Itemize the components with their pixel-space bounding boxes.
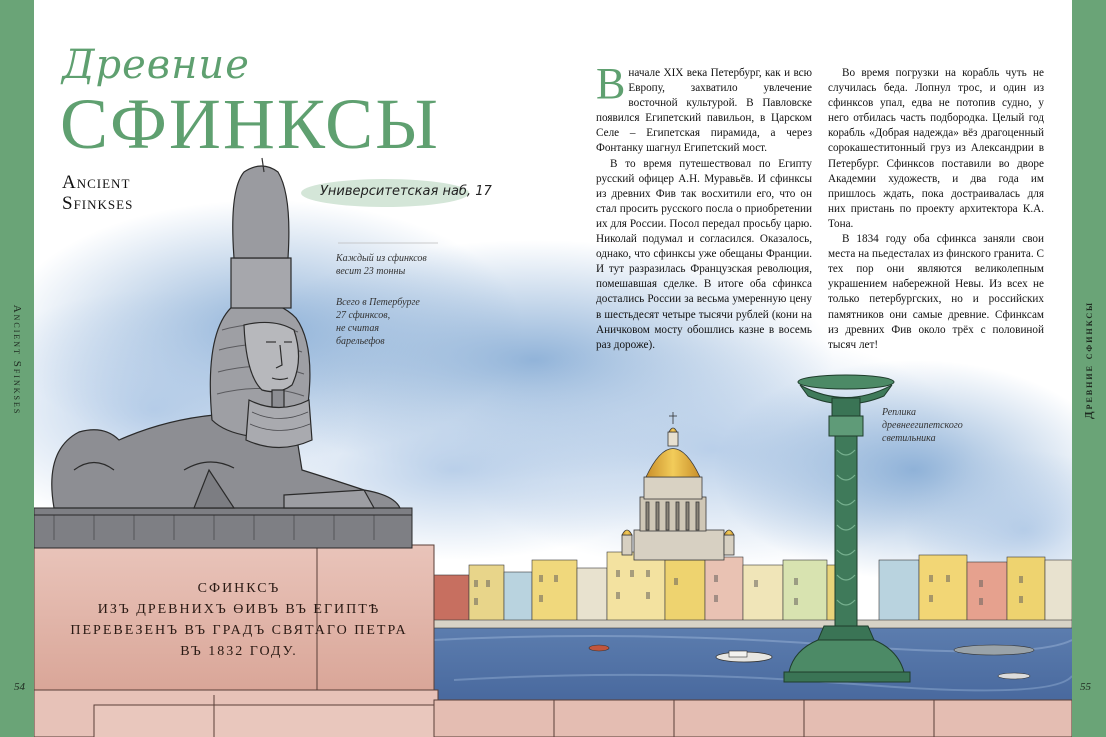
article-column-1 bbox=[596, 59, 812, 353]
note-count-line: Всего в Петербурге bbox=[336, 297, 420, 308]
subtitle-line-2: Sfinkses bbox=[62, 193, 134, 214]
running-head-left: Ancient Sfinkses bbox=[11, 304, 23, 416]
note-count-line: 27 сфинксов, bbox=[336, 310, 391, 321]
sphinx-plinth bbox=[34, 508, 412, 548]
page-number-left: 54 bbox=[14, 681, 25, 693]
note-weight bbox=[336, 252, 427, 278]
paragraph-text: начале XIX века Петербург, как и всю Европу, захватило увлечение восточной культурой. В Павловске появился Египетский павильон, в Царском Селе – Египетская пирамида, а через Фонтанку шагнул Египетский мост. bbox=[596, 67, 812, 155]
inscription-line: ПЕРЕВЕЗЕНЪ ВЪ ГРАДЪ СВЯТАГО ПЕТРА bbox=[70, 623, 408, 638]
note-replica-line: светильника bbox=[882, 433, 936, 444]
note-weight-line: Каждый из сфинксов bbox=[336, 253, 427, 264]
article-paragraph bbox=[596, 59, 812, 157]
article-paragraph: В 1834 году оба сфинкса заняли свои места на пьедесталах из финского гранита. С тех пор они являются великолепным украшением набережной Невы. Из всех не только петербургских, но и российских памятников они самые древние. Сфинксам из древних Фив около трёх с половиной тысяч лет! bbox=[828, 233, 1044, 351]
address-label: Университетская наб, 17 bbox=[320, 184, 492, 199]
drop-cap: В bbox=[596, 59, 626, 108]
inscription-line: СФИНКСЪ bbox=[197, 581, 281, 596]
note-weight-line: весит 23 тонны bbox=[336, 266, 406, 277]
pedestal-inscription bbox=[34, 578, 444, 662]
article-column-2 bbox=[828, 66, 1044, 353]
note-replica bbox=[882, 406, 963, 445]
note-count bbox=[336, 296, 420, 348]
running-head-right: Древние сфинксы bbox=[1083, 301, 1095, 419]
inscription-line: ВЪ 1832 ГОДУ. bbox=[180, 644, 298, 659]
article-paragraph: Во время погрузки на корабль чуть не случилась беда. Лопнул трос, и один из сфинксов упал, едва не потопив судно, у него отбилась часть подбородка. Целый год корабль «Добрая надежда» вёз драгоценный сорокашеститонный груз из Александрии в Петербург. Сфинксов поставили во дворе Академии художеств, и два года им пришлось ждать, пока достраивалась для них пристань по проекту архитектора К.А. Тона. bbox=[828, 67, 1044, 230]
note-count-line: не считая bbox=[336, 323, 379, 334]
title-script: Древние bbox=[62, 42, 250, 88]
article-paragraph: В то время путешествовал по Египту русский офицер А.Н. Муравьёв. И сфинксы из древних Фив так восхитили его, что он стал просить русского посла о приобретении их для России. Посол передал просьбу царю. Николай подумал и согласился. Оказалось, однако, что сфинксы уже обещаны Франции. И тут разразилась Французская революция, помешавшая сделке. В итоге оба сфинкса достались России за весьма умеренную цену в шестьдесят четыре тысячи рублей (кони на Аничковом мосту обошлись казне в восемь раз дороже). bbox=[596, 157, 812, 351]
subtitle-line-1: Ancient bbox=[62, 172, 131, 193]
note-replica-line: древнеегипетского bbox=[882, 420, 963, 431]
note-count-line: барельефов bbox=[336, 336, 385, 347]
page-number-right: 55 bbox=[1080, 681, 1091, 693]
subtitle bbox=[62, 172, 133, 214]
page-title: СФИНКСЫ bbox=[60, 84, 440, 164]
inscription-line: ИЗЪ ДРЕВНИХЪ ӨИВЪ ВЪ ЕГИПТѢ bbox=[97, 602, 381, 617]
note-replica-line: Реплика bbox=[882, 407, 916, 418]
